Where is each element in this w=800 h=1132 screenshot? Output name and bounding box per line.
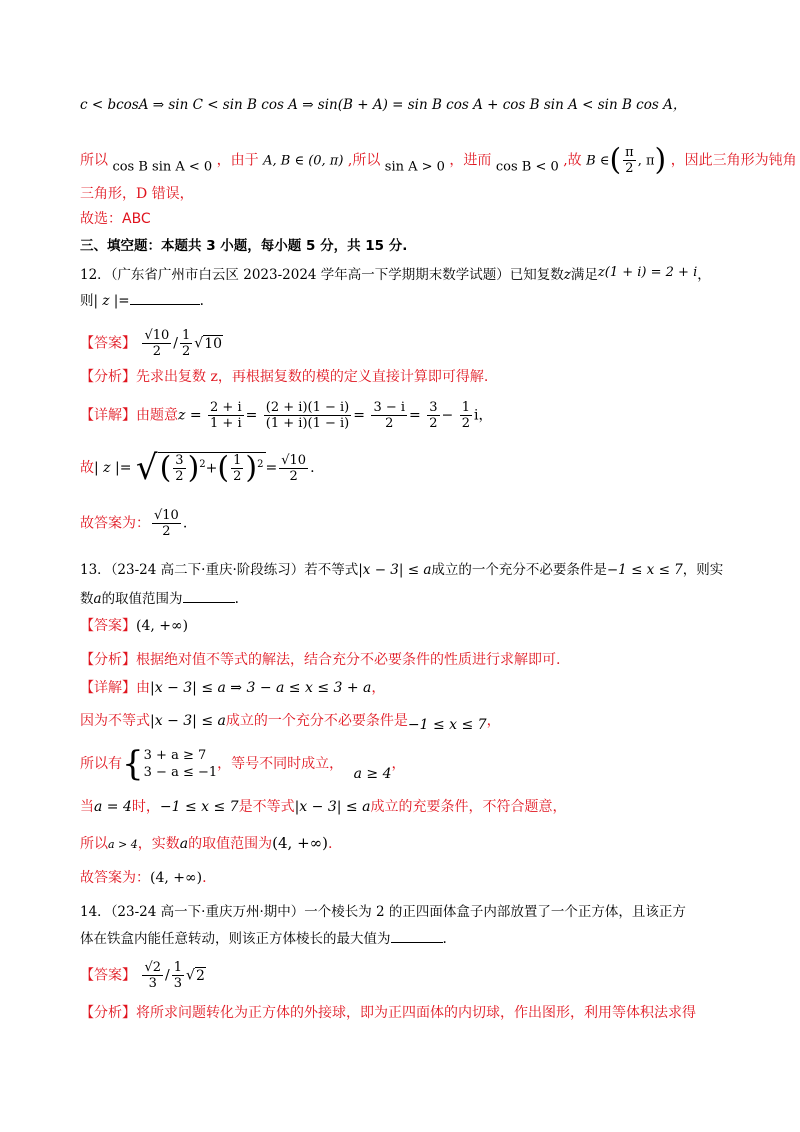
paren: ) <box>245 450 258 486</box>
math-expression: B ∈ <box>586 153 610 169</box>
choice-answer: 故选：ABC <box>80 211 151 227</box>
exponent: 2 <box>257 458 264 470</box>
numerator: √10 <box>281 452 307 468</box>
question-13-answer <box>80 616 720 636</box>
math-expression: −1 ≤ x ≤ 7 <box>159 799 239 815</box>
question-12-analysis <box>80 367 720 387</box>
question-text: 成立的一个充分不必要条件是 <box>431 562 607 578</box>
analysis-text: 将所求问题转化为正方体的外接球，即为正四面体的内切球，作出图形，利用等体积法求得 <box>136 1005 696 1021</box>
question-12-answer <box>80 328 720 359</box>
numerator: 1 <box>233 453 242 468</box>
radicand: 2 <box>195 967 205 984</box>
text: 的取值范围为 <box>188 836 273 852</box>
question-text: （23-24 高一下·重庆万州·期中）一个棱长为 2 的正四面体盒子内部放置了一个正方体，且该正方 <box>110 904 686 920</box>
text: ， <box>391 756 406 772</box>
question-number: 14． <box>80 904 111 920</box>
equals: = <box>265 460 278 476</box>
text: ，等号不同时成立， <box>217 756 344 772</box>
text: 时， <box>131 799 160 815</box>
question-12-modulus <box>80 448 720 488</box>
obtuse-triangle-reasoning <box>80 142 797 178</box>
text: ，进而 <box>449 152 492 169</box>
brace: { <box>122 744 144 784</box>
text: 由 <box>136 680 150 696</box>
math-expression: | z |= <box>93 293 130 309</box>
system-row: 3 − a ≤ −1 <box>143 765 218 780</box>
math-expression: −1 ≤ x ≤ 7 <box>407 717 487 733</box>
numerator: 1 <box>173 960 183 975</box>
exponent: 2 <box>199 458 206 470</box>
section-heading: 三、填空题：本题共 3 小题，每小题 5 分，共 15 分. <box>80 238 408 254</box>
detail-tag: 【详解】 <box>80 680 136 696</box>
paren: ( <box>609 142 622 178</box>
text: 则 <box>80 293 94 309</box>
answer-blank <box>391 928 443 943</box>
numerator: 1 <box>182 328 191 343</box>
math-expression: sin A > 0 <box>384 159 445 175</box>
text: 所以有 <box>80 756 122 772</box>
math-expression: cos B sin A < 0 <box>112 159 213 175</box>
math-expression: a = 4 <box>94 799 132 815</box>
math-var: z <box>563 267 571 283</box>
math-expression: i， <box>473 407 493 424</box>
answer-fraction <box>142 960 163 991</box>
question-13-range-line <box>80 833 720 855</box>
separator: / <box>165 967 170 984</box>
answer-value: (4, +∞) <box>136 618 189 634</box>
fraction <box>264 400 351 431</box>
solution-continuation-line: c < bcosA ⇒ sin C < sin B cos A ⇒ sin(B + A) = sin B cos A + cos B sin A < sin B cos A， <box>80 97 687 113</box>
denominator: 2 <box>182 344 191 359</box>
text: ， <box>697 267 711 283</box>
text: 故答案为： <box>80 515 150 532</box>
text: . <box>199 293 204 309</box>
math-expression: a > 4 <box>108 838 138 851</box>
text: 的取值范围为 <box>101 591 183 607</box>
math-expression: , π <box>637 153 655 169</box>
text: ,故 <box>563 152 582 169</box>
math-expression: |x − 3| ≤ a <box>294 799 371 815</box>
denominator: 2 <box>625 161 634 176</box>
denominator: 2 <box>162 524 171 539</box>
math-expression: z = <box>178 407 202 424</box>
numerator: √10 <box>144 328 170 343</box>
text: 故答案为： <box>80 870 150 886</box>
sqrt-body <box>158 452 266 484</box>
inequality-system <box>122 744 218 784</box>
period: . <box>182 515 188 532</box>
question-12-blank-line <box>80 290 720 311</box>
answer-fraction <box>142 328 171 359</box>
math-expression: z(1 + i) = 2 + i <box>597 265 698 280</box>
numerator: 3 <box>175 453 184 468</box>
answer-blank <box>183 588 235 603</box>
analysis-text: 根据绝对值不等式的解法，结合充分不必要条件的性质进行求解即可. <box>136 652 561 668</box>
fraction <box>173 453 185 484</box>
math-expression: |x − 3| ≤ a <box>150 713 226 729</box>
numerator: 3 <box>429 400 438 415</box>
question-13-check-line <box>80 797 720 817</box>
math-expression: A, B ∈ (0, π) <box>263 153 344 169</box>
text: 成立的一个充分不必要条件是 <box>225 713 408 729</box>
denominator: 2 <box>289 468 298 484</box>
separator: / <box>173 335 178 352</box>
denominator: 2 <box>385 416 394 431</box>
text: 因为不等式 <box>80 713 150 729</box>
question-text: 体在铁盒内能任意转动，则该正方体棱长的最大值为 <box>80 931 391 947</box>
math-var: a <box>179 836 189 852</box>
fraction <box>460 400 472 431</box>
radicand: 10 <box>204 335 223 352</box>
denominator: 2 <box>461 416 470 431</box>
analysis-tag: 【分析】 <box>80 1005 136 1021</box>
denominator: 1 + i <box>210 416 242 431</box>
answer-tag: 【答案】 <box>80 335 136 352</box>
paren: ) <box>654 142 667 178</box>
text: . <box>328 836 333 852</box>
text: 是不等式 <box>238 799 295 815</box>
question-12-detail <box>80 400 720 431</box>
fraction <box>231 453 243 484</box>
math-expression: | z |= <box>94 460 132 476</box>
question-text: （广东省广州市白云区 2023-2024 学年高一下学期期末数学试题）已知复数 <box>110 267 564 283</box>
denominator: 2 <box>152 344 161 359</box>
math-expression: (4, +∞) <box>272 834 328 852</box>
period: . <box>310 460 315 476</box>
math-expression: −1 ≤ x ≤ 7 <box>606 562 683 578</box>
question-12-final <box>80 508 720 539</box>
question-text: 满足 <box>570 267 598 283</box>
question-14-analysis <box>80 1003 720 1023</box>
answer-fraction-alt <box>172 960 184 991</box>
question-13-analysis <box>80 650 720 670</box>
answer-fraction-alt <box>180 328 192 359</box>
numerator: π <box>625 145 634 160</box>
paren: ) <box>187 450 200 486</box>
text: 由题意 <box>136 407 178 424</box>
question-12-stem <box>80 263 720 285</box>
obtuse-triangle-conclusion: 三角形，D 错误， <box>80 186 194 202</box>
numerator: 3 − i <box>373 400 406 415</box>
fraction <box>208 400 244 431</box>
question-text: ，则实 <box>682 562 724 578</box>
detail-tag: 【详解】 <box>80 407 136 424</box>
text: . <box>234 591 239 607</box>
equals: = <box>245 407 258 424</box>
paren: ( <box>159 450 172 486</box>
math-expression: a ≥ 4 <box>353 766 392 782</box>
text: 数 <box>80 591 94 607</box>
question-13-final <box>80 868 720 888</box>
question-13-blank-line <box>80 588 720 609</box>
text: ，实数 <box>137 836 180 852</box>
text: ，因此三角形为钝角 <box>670 152 797 169</box>
math-expression: |x − 3| ≤ a <box>358 562 432 578</box>
text: . <box>202 870 207 886</box>
question-number: 13． <box>80 562 111 578</box>
math-var: a <box>93 591 102 607</box>
minus: − <box>441 407 454 424</box>
question-13-system-line <box>80 744 720 784</box>
numerator: (2 + i)(1 − i) <box>265 400 350 415</box>
math-expression: (4, +∞) <box>150 870 203 886</box>
denominator: (1 + i)(1 − i) <box>265 416 350 431</box>
text: ,所以 <box>347 152 381 169</box>
sqrt-sign: √ <box>135 448 158 488</box>
system-row: 3 + a ≥ 7 <box>143 748 207 763</box>
question-13-stem <box>80 560 724 580</box>
analysis-tag: 【分析】 <box>80 369 136 385</box>
sqrt: √10 <box>194 335 223 352</box>
question-13-detail <box>80 678 720 698</box>
answer-blank <box>130 290 200 305</box>
paren: ( <box>217 450 230 486</box>
question-14-stem <box>80 902 720 922</box>
numerator: 1 <box>461 400 470 415</box>
text: ， <box>486 713 501 729</box>
text: ， <box>371 680 386 696</box>
answer-tag: 【答案】 <box>80 967 136 984</box>
fraction <box>152 508 181 539</box>
text: 所以 <box>80 152 108 169</box>
equals: = <box>353 407 365 424</box>
math-expression: |x − 3| ≤ a ⇒ 3 − a ≤ x ≤ 3 + a <box>150 680 372 696</box>
math-expression: cos B < 0 <box>495 159 559 175</box>
text: . <box>442 931 447 947</box>
equals: = <box>409 407 421 424</box>
question-14-answer <box>80 960 720 991</box>
denominator: 3 <box>148 976 157 991</box>
text: 所以 <box>80 836 108 852</box>
text: 当 <box>80 799 94 815</box>
analysis-tag: 【分析】 <box>80 652 136 668</box>
fraction <box>427 400 439 431</box>
fraction <box>623 145 636 176</box>
denominator: 3 <box>173 976 183 991</box>
analysis-text: 先求出复数 z，再根据复数的模的定义直接计算即可得解. <box>136 369 489 385</box>
answer-tag: 【答案】 <box>80 618 136 634</box>
denominator: 2 <box>429 416 438 431</box>
plus: + <box>205 460 218 477</box>
question-13-condition-line <box>80 711 720 735</box>
numerator: √2 <box>144 960 162 975</box>
text: 成立的充要条件，不符合题意， <box>370 799 567 815</box>
text: 故 <box>80 460 94 476</box>
question-14-blank-line <box>80 928 720 949</box>
text: ，由于 <box>216 152 259 169</box>
numerator: √10 <box>154 508 179 523</box>
question-text: （23-24 高二下·重庆·阶段练习）若不等式 <box>110 562 359 578</box>
fraction <box>371 400 407 431</box>
fraction <box>279 453 308 484</box>
sqrt: √2 <box>186 967 205 984</box>
denominator: 2 <box>175 469 184 484</box>
denominator: 2 <box>233 469 242 484</box>
question-number: 12． <box>80 267 111 283</box>
numerator: 2 + i <box>210 400 242 415</box>
